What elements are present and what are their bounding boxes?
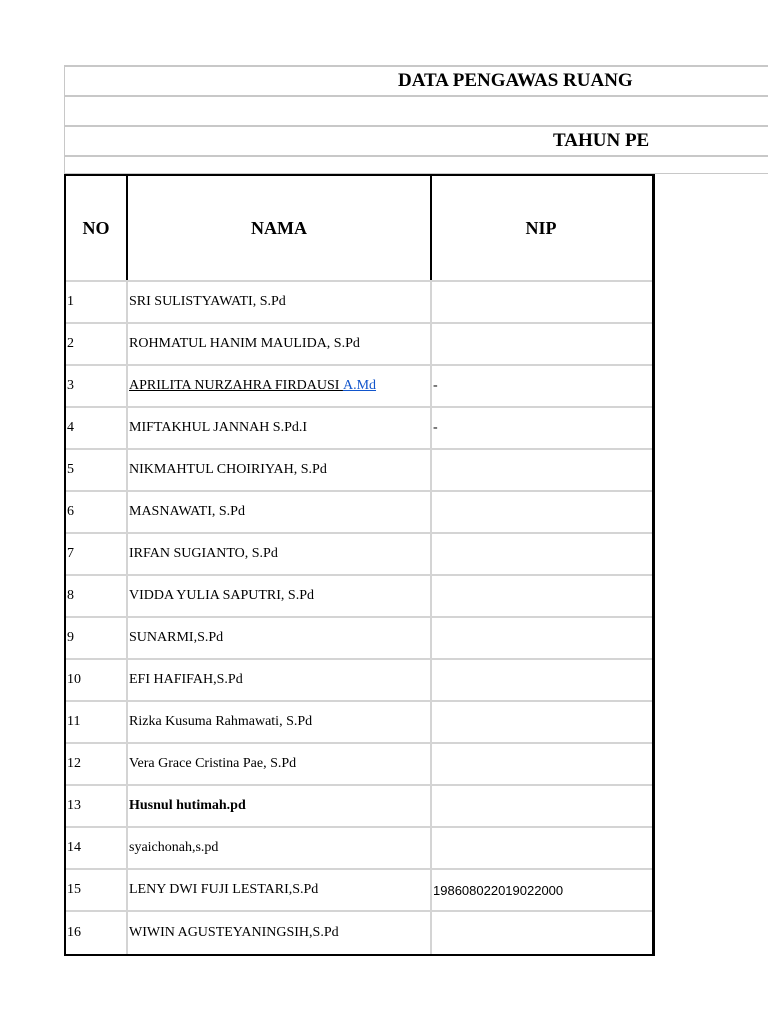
cell-nama: ROHMATUL HANIM MAULIDA, S.Pd (128, 324, 432, 364)
table-row (66, 282, 652, 324)
cell-nama: MASNAWATI, S.Pd (128, 492, 432, 532)
cell-no: 5 (66, 450, 128, 490)
title-row-3 (64, 125, 768, 155)
table-row (66, 702, 652, 744)
cell-nama-link[interactable]: A.Md (342, 378, 377, 393)
cell-nip (432, 576, 650, 616)
cell-nama-text: APRILITA NURZAHRA FIRDAUSI (129, 378, 343, 393)
table-row (66, 828, 652, 870)
table-row (66, 912, 652, 954)
cell-nama: Rizka Kusuma Rahmawati, S.Pd (128, 702, 432, 742)
title-row-spacer (64, 155, 768, 174)
cell-nip (432, 492, 650, 532)
cell-nama: Vera Grace Cristina Pae, S.Pd (128, 744, 432, 784)
cell-nama: VIDDA YULIA SAPUTRI, S.Pd (128, 576, 432, 616)
cell-no: 8 (66, 576, 128, 616)
cell-nama: EFI HAFIFAH,S.Pd (128, 660, 432, 700)
header-nama: NAMA (128, 176, 432, 280)
cell-no: 1 (66, 282, 128, 322)
header-nip: NIP (525, 217, 557, 238)
year-title: TAHUN PE (553, 130, 650, 151)
cell-nama: LENY DWI FUJI LESTARI,S.Pd (128, 870, 432, 910)
table-row (66, 534, 652, 576)
cell-nip: 198608022019022000 (433, 882, 564, 898)
cell-nip (432, 534, 650, 574)
cell-nip: - (433, 420, 438, 435)
cell-nip (432, 912, 650, 954)
supervisor-table (64, 174, 655, 956)
cell-no: 3 (66, 366, 128, 406)
cell-nama: SRI SULISTYAWATI, S.Pd (128, 282, 432, 322)
cell-nip (432, 450, 650, 490)
cell-nip (432, 744, 650, 784)
cell-nama: IRFAN SUGIANTO, S.Pd (128, 534, 432, 574)
table-row (66, 450, 652, 492)
cell-no: 15 (66, 870, 128, 910)
cell-nip (432, 324, 650, 364)
table-row (66, 870, 652, 912)
table-row (66, 408, 652, 450)
table-row (66, 618, 652, 660)
cell-no: 9 (66, 618, 128, 658)
cell-no: 4 (66, 408, 128, 448)
cell-nip (432, 282, 650, 322)
cell-nip (432, 828, 650, 868)
table-row (66, 492, 652, 534)
title-row-1 (64, 65, 768, 95)
cell-nama: SUNARMI,S.Pd (128, 618, 432, 658)
cell-no: 2 (66, 324, 128, 364)
table-row (66, 324, 652, 366)
table-row (66, 576, 652, 618)
cell-no: 14 (66, 828, 128, 868)
table-header-row (66, 176, 652, 282)
cell-no: 11 (66, 702, 128, 742)
cell-nama (128, 366, 432, 406)
cell-no: 10 (66, 660, 128, 700)
cell-nama: Husnul hutimah.pd (128, 786, 432, 826)
cell-nip (432, 702, 650, 742)
cell-no: 16 (66, 912, 128, 954)
cell-nip (432, 618, 650, 658)
table-row (66, 660, 652, 702)
table-row (66, 366, 652, 408)
cell-nip (432, 786, 650, 826)
spreadsheet-sheet (64, 65, 768, 1024)
cell-nama: syaichonah,s.pd (128, 828, 432, 868)
cell-nip: - (433, 378, 438, 393)
cell-no: 13 (66, 786, 128, 826)
table-row (66, 744, 652, 786)
cell-nama: MIFTAKHUL JANNAH S.Pd.I (128, 408, 432, 448)
cell-no: 6 (66, 492, 128, 532)
cell-nama: NIKMAHTUL CHOIRIYAH, S.Pd (128, 450, 432, 490)
cell-no: 7 (66, 534, 128, 574)
cell-no: 12 (66, 744, 128, 784)
table-row (66, 786, 652, 828)
cell-nama: WIWIN AGUSTEYANINGSIH,S.Pd (128, 912, 432, 954)
header-no: NO (66, 176, 128, 280)
page-title: DATA PENGAWAS RUANG (398, 70, 633, 91)
cell-nip (432, 660, 650, 700)
title-row-2 (64, 95, 768, 125)
